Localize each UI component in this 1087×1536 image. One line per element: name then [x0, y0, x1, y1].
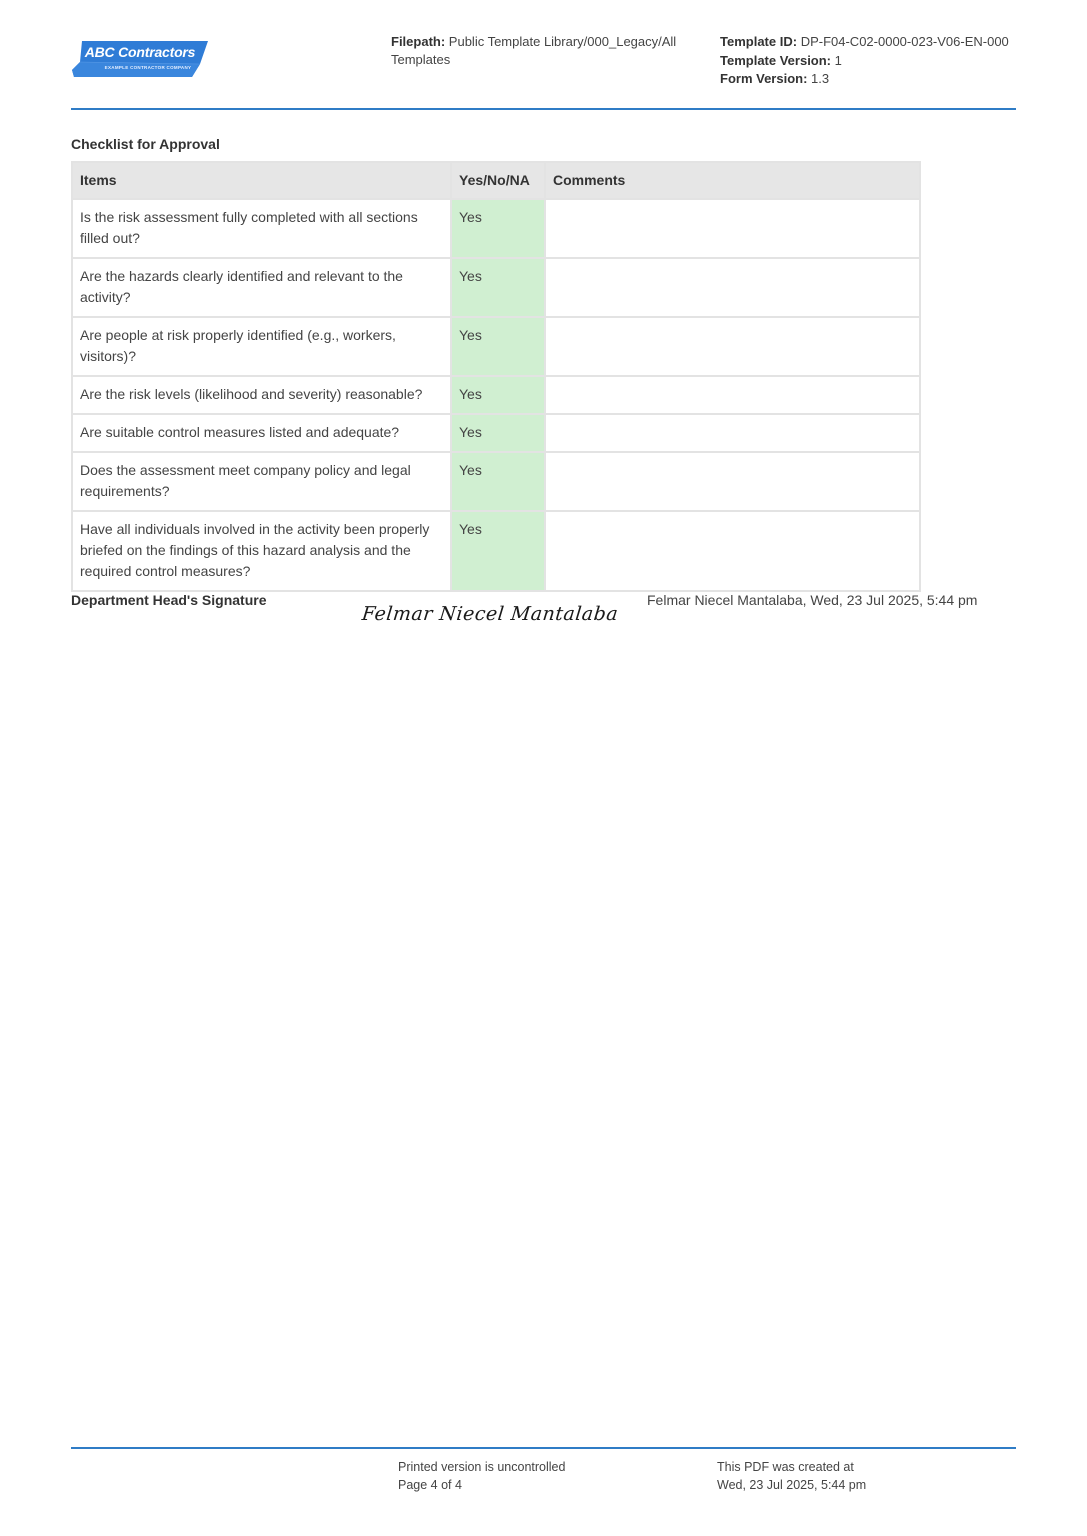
company-logo — [72, 40, 208, 78]
template-version-line — [720, 52, 1020, 71]
table-row — [72, 258, 920, 317]
answer-cell: Yes — [451, 258, 545, 317]
table-row — [72, 317, 920, 376]
filepath-meta — [391, 33, 691, 69]
item-cell: Are the hazards clearly identified and relevant to the activity? — [72, 258, 451, 317]
item-cell: Is the risk assessment fully completed with all sections filled out? — [72, 199, 451, 258]
table-row — [72, 452, 920, 511]
filepath-value: Public Template Library/000_Legacy/All Templates — [391, 34, 677, 67]
page-header — [0, 0, 1087, 110]
comment-cell — [545, 258, 920, 317]
template-id-line — [720, 33, 1020, 52]
handwritten-signature: Felmar Niecel Mantalaba — [360, 603, 620, 625]
table-row — [72, 414, 920, 452]
comment-cell — [545, 317, 920, 376]
column-header-items: Items — [72, 162, 451, 199]
comment-cell — [545, 511, 920, 591]
footer-divider — [71, 1447, 1016, 1449]
answer-cell: Yes — [451, 199, 545, 258]
uncontrolled-notice: Printed version is uncontrolled — [398, 1460, 566, 1474]
form-version-line — [720, 70, 1020, 89]
item-cell: Have all individuals involved in the activity been properly briefed on the findings of this hazard analysis and the required control measures? — [72, 511, 451, 591]
column-header-comments: Comments — [545, 162, 920, 199]
template-meta — [720, 33, 1020, 89]
header-divider — [71, 108, 1016, 110]
logo-title: ABC Contractors — [84, 44, 196, 60]
answer-cell: Yes — [451, 452, 545, 511]
approval-checklist-table — [71, 161, 921, 592]
table-header-row — [72, 162, 920, 199]
template-id-value: DP-F04-C02-0000-023-V06-EN-000 — [800, 34, 1009, 49]
answer-cell: Yes — [451, 414, 545, 452]
comment-cell — [545, 452, 920, 511]
page-number: Page 4 of 4 — [398, 1478, 462, 1492]
item-cell: Are the risk levels (likelihood and severity) reasonable? — [72, 376, 451, 414]
comment-cell — [545, 199, 920, 258]
comment-cell — [545, 376, 920, 414]
section-title: Checklist for Approval — [71, 136, 220, 152]
item-cell: Does the assessment meet company policy and legal requirements? — [72, 452, 451, 511]
created-label: This PDF was created at — [717, 1460, 854, 1474]
answer-cell: Yes — [451, 511, 545, 591]
column-header-yes-no-na: Yes/No/NA — [451, 162, 545, 199]
table-row — [72, 511, 920, 591]
footer-left — [398, 1458, 565, 1494]
answer-cell: Yes — [451, 317, 545, 376]
form-version-value: 1.3 — [811, 71, 830, 86]
template-version-label: Template Version: — [720, 52, 832, 68]
answer-cell: Yes — [451, 376, 545, 414]
signature-stamp: Felmar Niecel Mantalaba, Wed, 23 Jul 2025, 5:44 pm — [647, 592, 978, 608]
filepath-label: Filepath: — [391, 34, 446, 49]
logo-subtitle: EXAMPLE CONTRACTOR COMPANY — [104, 65, 192, 70]
signature-label: Department Head's Signature — [71, 592, 267, 608]
item-cell: Are suitable control measures listed and adequate? — [72, 414, 451, 452]
table-row — [72, 199, 920, 258]
template-id-label: Template ID: — [720, 34, 798, 49]
template-version-value: 1 — [834, 52, 842, 68]
item-cell: Are people at risk properly identified (e.g., workers, visitors)? — [72, 317, 451, 376]
form-version-label: Form Version: — [720, 71, 808, 86]
comment-cell — [545, 414, 920, 452]
created-timestamp: Wed, 23 Jul 2025, 5:44 pm — [717, 1478, 867, 1492]
table-row — [72, 376, 920, 414]
footer-right — [717, 1458, 866, 1494]
